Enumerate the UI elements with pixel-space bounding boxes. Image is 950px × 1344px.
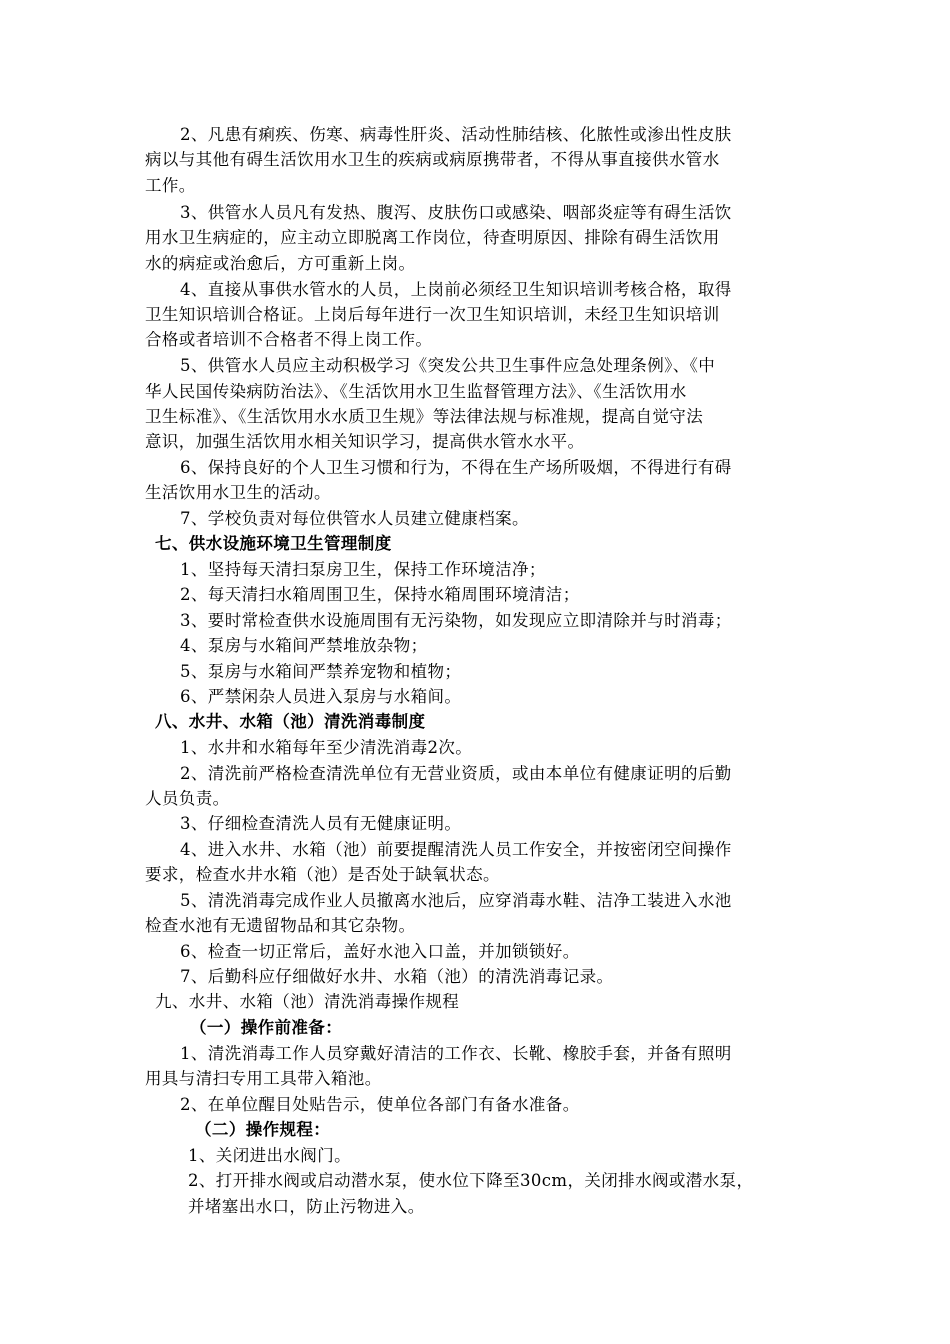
paragraph-3-line-2: 用水卫生病症的，应主动立即脱离工作岗位，待查明原因、排除有碍生活饮用 [145, 228, 720, 247]
paragraph-6-line-2: 生活饮用水卫生的活动。 [145, 483, 331, 502]
section-7-heading: 七、供水设施环境卫生管理制度 [155, 534, 392, 553]
subsection-2-item-2-line-1: 2、打开排水阀或启动潜水泵，使水位下降至30cm，关闭排水阀或潜水泵， [188, 1171, 754, 1190]
section-8-item-5-line-1: 5、清洗消毒完成作业人员撤离水池后，应穿消毒水鞋、洁净工装进入水池 [180, 891, 732, 910]
section-7-item-3: 3、要时常检查供水设施周围有无污染物，如发现应立即清除并与时消毒； [180, 611, 732, 630]
subsection-2-item-2-line-2: 并堵塞出水口，防止污物进入。 [188, 1197, 425, 1216]
paragraph-5-line-1: 5、供管水人员应主动积极学习《突发公共卫生事件应急处理条例》、《中 [180, 356, 716, 375]
section-7-item-1: 1、坚持每天清扫泵房卫生，保持工作环境洁净； [180, 560, 546, 579]
paragraph-2-line-1: 2、凡患有痢疾、伤寒、病毒性肝炎、活动性肺结核、化脓性或渗出性皮肤 [180, 125, 732, 144]
paragraph-4-line-1: 4、直接从事供水管水的人员，上岗前必须经卫生知识培训考核合格，取得 [180, 280, 732, 299]
paragraph-3-line-3: 水的病症或治愈后，方可重新上岗。 [145, 254, 416, 273]
paragraph-3-line-1: 3、供管水人员凡有发热、腹泻、皮肤伤口或感染、咽部炎症等有碍生活饮 [180, 203, 732, 222]
section-7-item-6: 6、严禁闲杂人员进入泵房与水箱间。 [180, 687, 462, 706]
subsection-2-item-1: 1、关闭进出水阀门。 [188, 1146, 351, 1165]
paragraph-6-line-1: 6、保持良好的个人卫生习惯和行为，不得在生产场所吸烟，不得进行有碍 [180, 458, 732, 477]
section-8-item-7: 7、后勤科应仔细做好水井、水箱（池）的清洗消毒记录。 [180, 967, 614, 986]
section-8-item-1: 1、水井和水箱每年至少清洗消毒2次。 [180, 738, 473, 757]
paragraph-4-line-3: 合格或者培训不合格者不得上岗工作。 [145, 330, 433, 349]
section-8-heading: 八、水井、水箱（池）清洗消毒制度 [155, 712, 426, 731]
section-8-item-4-line-1: 4、进入水井、水箱（池）前要提醒清洗人员工作安全，并按密闭空间操作 [180, 840, 732, 859]
paragraph-7-line-1: 7、学校负责对每位供管水人员建立健康档案。 [180, 509, 529, 528]
section-8-item-4-line-2: 要求，检查水井水箱（池）是否处于缺氧状态。 [145, 865, 500, 884]
subsection-1-item-1-line-1: 1、清洗消毒工作人员穿戴好清洁的工作衣、长靴、橡胶手套，并备有照明 [180, 1044, 732, 1063]
section-8-item-6: 6、检查一切正常后，盖好水池入口盖，并加锁锁好。 [180, 942, 580, 961]
subsection-1-heading: （一）操作前准备： [190, 1018, 343, 1037]
section-7-item-4: 4、泵房与水箱间严禁堆放杂物； [180, 636, 428, 655]
section-7-item-5: 5、泵房与水箱间严禁养宠物和植物； [180, 662, 462, 681]
section-8-item-3: 3、仔细检查清洗人员有无健康证明。 [180, 814, 462, 833]
subsection-1-item-1-line-2: 用具与清扫专用工具带入箱池。 [145, 1069, 382, 1088]
subsection-2-heading: （二）操作规程： [195, 1120, 331, 1139]
subsection-1-item-2: 2、在单位醒目处贴告示，使单位各部门有备水准备。 [180, 1095, 580, 1114]
section-8-item-2-line-2: 人员负责。 [145, 789, 230, 808]
section-8-item-2-line-1: 2、清洗前严格检查清洗单位有无营业资质，或由本单位有健康证明的后勤 [180, 764, 732, 783]
paragraph-4-line-2: 卫生知识培训合格证。上岗后每年进行一次卫生知识培训，未经卫生知识培训 [145, 305, 720, 324]
paragraph-5-line-3: 卫生标准》、《生活饮用水水质卫生规》等法律法规与标准规，提高自觉守法 [145, 407, 704, 426]
section-7-item-2: 2、每天清扫水箱周围卫生，保持水箱周围环境清洁； [180, 585, 580, 604]
section-9-heading: 九、水井、水箱（池）清洗消毒操作规程 [155, 992, 460, 1011]
section-8-item-5-line-2: 检查水池有无遗留物品和其它杂物。 [145, 916, 416, 935]
paragraph-2-line-3: 工作。 [145, 176, 196, 195]
paragraph-2-line-2: 病以与其他有碍生活饮用水卫生的疾病或病原携带者，不得从事直接供水管水 [145, 150, 720, 169]
paragraph-5-line-4: 意识，加强生活饮用水相关知识学习，提高供水管水水平。 [145, 432, 585, 451]
paragraph-5-line-2: 华人民国传染病防治法》、《生活饮用水卫生监督管理方法》、《生活饮用水 [145, 382, 687, 401]
